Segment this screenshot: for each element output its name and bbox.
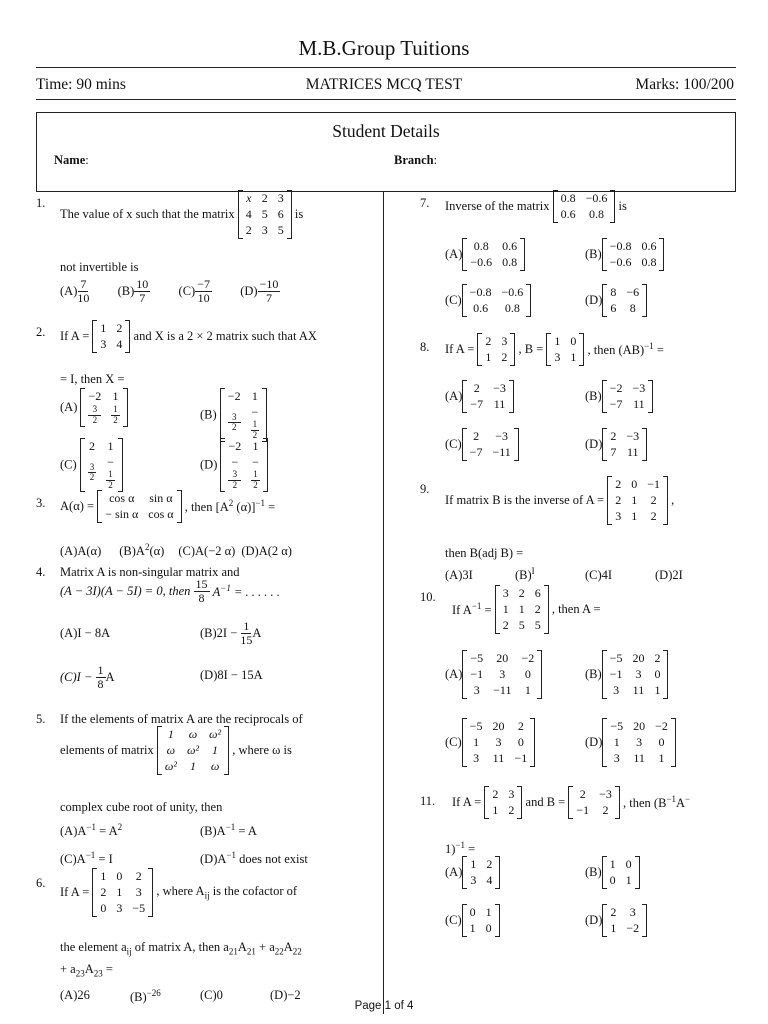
matrix-cell: 0.8 bbox=[641, 255, 657, 269]
matrix-cell: 1 bbox=[631, 509, 638, 523]
matrix-cell: 0.6 bbox=[560, 207, 576, 221]
matrix-cell: 3 bbox=[470, 873, 477, 887]
matrix-cell: 5 bbox=[518, 618, 525, 632]
matrix-cell: 3 bbox=[495, 735, 502, 749]
matrix-cell: 0 bbox=[524, 667, 531, 681]
matrix-cell: 0.8 bbox=[473, 239, 489, 253]
matrix-cell: 0.6 bbox=[473, 301, 489, 315]
matrix-cell: 2 bbox=[615, 477, 622, 491]
q7-option-a: (A) 0.8 0.6 −0.6 0.8 bbox=[445, 238, 525, 271]
matrix-cell: 1 bbox=[469, 921, 476, 935]
page-title: M.B.Group Tuitions bbox=[298, 36, 470, 60]
matrix-cell: cos α bbox=[109, 491, 135, 505]
q9-number: 9. bbox=[420, 482, 430, 496]
matrix-cell: 2 bbox=[502, 618, 509, 632]
q6-number: 6. bbox=[36, 876, 46, 890]
matrix-cell: x bbox=[246, 191, 252, 205]
q5-line3: complex cube root of unity, then bbox=[60, 800, 223, 814]
matrix bbox=[477, 333, 515, 366]
matrix-cell: −5 bbox=[609, 651, 623, 665]
matrix-cell: −0.8 bbox=[469, 285, 492, 299]
q7-option-b: (B) −0.8 0.6 −0.6 0.8 bbox=[585, 238, 664, 271]
matrix-cell: 3 bbox=[135, 885, 142, 899]
matrix bbox=[602, 718, 676, 767]
matrix-cell: −5 bbox=[469, 719, 483, 733]
matrix bbox=[462, 380, 514, 413]
matrix-cell: 2 bbox=[615, 493, 622, 507]
q11-line2: 1)$^{-1}$ = bbox=[445, 840, 476, 857]
q3-options bbox=[60, 542, 292, 559]
matrix-cell: −0.6 bbox=[501, 285, 524, 299]
matrix-cell: 1 bbox=[524, 683, 531, 697]
matrix-cell: −3 bbox=[493, 381, 506, 395]
matrix bbox=[462, 238, 525, 271]
matrix-cell: 1 bbox=[485, 350, 492, 364]
q8-option-b: (B) −2 −3 −7 11 bbox=[585, 380, 653, 413]
matrix-cell: 3 bbox=[116, 901, 123, 915]
matrix-cell: 3 bbox=[613, 751, 620, 765]
fraction: $\frac{-10}{7}$ bbox=[259, 277, 279, 306]
q6-matrix bbox=[92, 868, 153, 917]
matrix-cell: 0.8 bbox=[589, 207, 604, 221]
matrix-cell: 2 bbox=[610, 905, 617, 919]
matrix-cell: −1 bbox=[609, 667, 623, 681]
matrix-cell: −3 bbox=[599, 787, 612, 801]
matrix-cell: 4 bbox=[245, 207, 252, 221]
matrix-cell: 1 bbox=[625, 873, 632, 887]
test-name: MATRICES MCQ TEST bbox=[305, 76, 463, 93]
matrix-cell: 2 bbox=[654, 651, 661, 665]
q9-line2: then B(adj B) = bbox=[445, 546, 524, 560]
matrix-cell: 0 bbox=[485, 921, 492, 935]
q11-option-c: (C) 0 1 1 0 bbox=[445, 904, 500, 937]
q8-option-c: (C) 2 −3 −7 −11 bbox=[445, 428, 519, 461]
q6-option-a: (A)26 bbox=[60, 988, 90, 1002]
matrix-cell: 6 bbox=[277, 207, 284, 221]
matrix-cell: 2 bbox=[602, 803, 609, 817]
q4-option-d: (D)8I − 15A bbox=[200, 668, 263, 682]
matrix-cell: 11 bbox=[633, 397, 645, 411]
q8-option-d: (D) 2 −3 7 11 bbox=[585, 428, 647, 461]
q6-line2: the element $a_{ij}$ of matrix A, then $a_{21}A_{21} + a_{22}A_{22}$ bbox=[60, 940, 302, 957]
q2-number: 2. bbox=[36, 325, 46, 339]
matrix bbox=[568, 786, 620, 819]
matrix-cell: 0 bbox=[609, 873, 616, 887]
matrix-cell: 3 bbox=[629, 905, 636, 919]
q8-number: 8. bbox=[420, 340, 430, 354]
matrix-cell: 3 bbox=[635, 667, 642, 681]
q10-number: 10. bbox=[420, 590, 436, 604]
q11-option-b: (B) 1 0 0 1 bbox=[585, 856, 640, 889]
matrix-cell: 1 bbox=[189, 759, 196, 773]
fraction: $\frac{1}{8}$ bbox=[97, 663, 104, 692]
q7-stem: Inverse of the matrix 0.8 −0.6 0.6 0.8 is bbox=[445, 191, 627, 221]
matrix-cell: sin α bbox=[149, 491, 173, 505]
matrix-cell: 1 bbox=[570, 350, 577, 364]
q2-stem-cont: = I, then X = bbox=[60, 372, 125, 386]
matrix-cell: 20 bbox=[492, 719, 505, 733]
q3-matrix bbox=[97, 490, 181, 523]
matrix-cell: 11 bbox=[632, 683, 645, 697]
q10-option-d: (D) −5 20 −2 1 3 0 3 11 1 bbox=[585, 718, 676, 767]
matrix-cell: cos α bbox=[148, 507, 174, 521]
q3-option-b: $(B)A^2(\alpha)$ bbox=[119, 542, 165, 559]
q9-option-a: (A)3I bbox=[445, 568, 473, 582]
matrix-cell: 1 bbox=[613, 735, 620, 749]
matrix-cell: 3 bbox=[613, 683, 620, 697]
matrix bbox=[462, 718, 536, 767]
matrix-cell: 0 bbox=[517, 735, 524, 749]
matrix-cell: −2 bbox=[609, 381, 623, 395]
matrix-cell: 3 bbox=[554, 350, 561, 364]
q1-number: 1. bbox=[36, 196, 46, 210]
matrix-cell: 3 bbox=[473, 751, 480, 765]
q5-option-a: $(A)A^{-1} = A^2$ bbox=[60, 822, 123, 839]
matrix-cell: 3 bbox=[615, 509, 622, 523]
matrix-cell: 3 bbox=[261, 223, 268, 237]
q1-option-a: (A) $\frac{7}{10}$ bbox=[60, 277, 90, 306]
matrix-cell: 2 bbox=[116, 321, 123, 335]
matrix bbox=[602, 856, 640, 889]
q5-line2: elements of matrix 1 ω ω² ω ω² 1 ω² 1 ω , where ω is bbox=[60, 727, 292, 773]
matrix-cell: −3 bbox=[626, 429, 640, 443]
matrix-cell: ω² bbox=[186, 743, 200, 757]
q4-option-b: (B)2I − $\frac{1}{15}$ A bbox=[200, 619, 262, 648]
matrix-cell: 2 bbox=[508, 803, 515, 817]
matrix-cell: 2 bbox=[517, 719, 524, 733]
matrix-cell: 1 bbox=[658, 751, 665, 765]
q2-stem: If A = 1 2 3 4 and X is a 2 × 2 matrix such that AX bbox=[60, 321, 317, 351]
matrix bbox=[484, 786, 522, 819]
matrix-cell: 0.6 bbox=[641, 239, 657, 253]
q7-option-d: (D) 8 −6 6 8 bbox=[585, 284, 647, 317]
q7-option-c: (C) −0.8 −0.6 0.6 0.8 bbox=[445, 284, 531, 317]
header-rule-2 bbox=[36, 99, 736, 100]
matrix-cell: −2 bbox=[626, 921, 640, 935]
q7-number: 7. bbox=[420, 196, 430, 210]
matrix-cell: 2 bbox=[485, 334, 492, 348]
matrix-cell: −5 bbox=[470, 651, 484, 665]
q1-option-b: (B) $\frac{10}{7}$ bbox=[117, 277, 149, 306]
q4-number: 4. bbox=[36, 565, 46, 579]
matrix-cell: 2 bbox=[473, 381, 480, 395]
marks-label: Marks: 100/200 bbox=[635, 76, 734, 93]
matrix-cell: 0.8 bbox=[502, 255, 518, 269]
fraction: $\frac{-7}{10}$ bbox=[197, 277, 210, 306]
q2-option-b: (B) −2 1 3 2 − 1 2 bbox=[200, 388, 267, 442]
column-divider bbox=[383, 192, 384, 1014]
fraction: $\frac{10}{7}$ bbox=[136, 277, 149, 306]
matrix-cell: 3 bbox=[636, 735, 643, 749]
matrix-cell: −1 bbox=[576, 803, 590, 817]
matrix-cell: −1 bbox=[470, 667, 484, 681]
matrix-cell: 3 bbox=[100, 337, 107, 351]
fraction: $\frac{1}{15}$ bbox=[240, 619, 253, 648]
q3-option-d: (D)A(2 α) bbox=[241, 544, 292, 559]
matrix-cell: −1 bbox=[647, 477, 661, 491]
matrix-cell: 5 bbox=[277, 223, 284, 237]
matrix-cell: −7 bbox=[470, 397, 484, 411]
q11-option-a: (A) 1 2 3 4 bbox=[445, 856, 500, 889]
q4-line1: Matrix A is non-singular matrix and bbox=[60, 565, 240, 579]
q3-number: 3. bbox=[36, 496, 46, 510]
q11-number: 11. bbox=[420, 794, 436, 808]
matrix-cell: −7 bbox=[469, 445, 483, 459]
q6-option-b: $(B)^{-26}$ bbox=[130, 988, 161, 1005]
fraction: $\frac{7}{10}$ bbox=[77, 277, 90, 306]
matrix-cell: ω² bbox=[164, 759, 177, 773]
q1-stem: The value of x such that the matrix x 2 3 4 5 6 2 3 5 is bbox=[60, 191, 304, 237]
matrix-cell: 1 bbox=[631, 493, 638, 507]
matrix bbox=[602, 904, 647, 937]
fraction: $\frac{15}{8}$ bbox=[195, 577, 208, 606]
matrix-cell: 2 bbox=[486, 857, 493, 871]
matrix-cell: 0 bbox=[570, 334, 577, 348]
matrix-cell: 5 bbox=[261, 207, 268, 221]
matrix-cell: 3 bbox=[473, 683, 480, 697]
matrix-cell: 1 bbox=[100, 321, 107, 335]
matrix-cell: 3 bbox=[501, 334, 508, 348]
q2-matrix bbox=[92, 320, 130, 353]
matrix-cell: 0.8 bbox=[560, 191, 576, 205]
matrix-cell: 1 bbox=[212, 743, 219, 757]
q11-option-d: (D) 2 3 1 −2 bbox=[585, 904, 647, 937]
matrix-cell: 1 bbox=[610, 921, 617, 935]
q3-stem: A(α) = cos α sin α − sin α cos α , then [$A^2$ (α)]$^{-1}$ = bbox=[60, 491, 276, 521]
q11-stem: If A = 2 3 1 2 and B = 2 −3 −1 2 , then ($B^{-1}A^-$ bbox=[452, 787, 691, 817]
q9-option-b: $(B)^I$ bbox=[515, 566, 535, 583]
matrix-cell: 1 bbox=[167, 727, 174, 741]
matrix-cell: −3 bbox=[495, 429, 508, 443]
q6-option-c: (C)0 bbox=[200, 988, 223, 1002]
matrix-cell: 2 bbox=[650, 509, 657, 523]
q8-option-a: (A) 2 −3 −7 11 bbox=[445, 380, 514, 413]
matrix-cell: 1 bbox=[473, 735, 480, 749]
q3-option-c: (C)A(−2 α) bbox=[178, 544, 236, 559]
matrix-cell: 1 bbox=[470, 857, 477, 871]
q2-option-d: (D) −2 1 − 3 2 − 1 2 bbox=[200, 438, 268, 492]
matrix-cell: 0 bbox=[654, 667, 661, 681]
matrix bbox=[602, 238, 665, 271]
matrix-cell: −11 bbox=[493, 683, 512, 697]
q9-option-d: (D)2I bbox=[655, 568, 683, 582]
q5-option-d: $(D)A^{-1}$ does not exist bbox=[200, 850, 308, 867]
matrix bbox=[495, 585, 549, 634]
matrix-cell: 0 bbox=[658, 735, 665, 749]
q9-option-c: (C)4I bbox=[585, 568, 613, 582]
matrix-cell: 0.8 bbox=[504, 301, 520, 315]
page-footer: Page 1 of 4 bbox=[354, 1000, 414, 1012]
matrix bbox=[462, 284, 532, 317]
q6-line3: + $a_{23}A_{23}$ = bbox=[60, 962, 113, 979]
matrix-cell: 2 bbox=[501, 350, 508, 364]
matrix-cell: 6 bbox=[610, 301, 617, 315]
matrix-cell: −5 bbox=[610, 719, 624, 733]
matrix-cell: 4 bbox=[116, 337, 123, 351]
matrix bbox=[602, 428, 647, 461]
matrix-cell: 20 bbox=[496, 651, 509, 665]
matrix-cell: 8 bbox=[629, 301, 636, 315]
matrix bbox=[546, 333, 584, 366]
matrix-cell: 6 bbox=[534, 586, 541, 600]
matrix bbox=[602, 650, 669, 699]
matrix-cell: 2 bbox=[261, 191, 268, 205]
matrix-cell: −0.6 bbox=[585, 191, 608, 205]
q8-stem: If A = 2 3 1 2 , B = 1 0 3 1 , then (AB)$^{-1}$ = bbox=[445, 334, 664, 364]
q1-matrix bbox=[238, 190, 292, 239]
matrix-cell: −2 bbox=[521, 651, 535, 665]
header-rule bbox=[36, 67, 736, 68]
matrix bbox=[462, 856, 500, 889]
matrix-cell: −3 bbox=[632, 381, 646, 395]
matrix bbox=[602, 284, 647, 317]
matrix-cell: 0 bbox=[469, 905, 476, 919]
q1-option-c: (C) $\frac{-7}{10}$ bbox=[178, 277, 210, 306]
q3-option-a: (A)A(α) bbox=[60, 544, 102, 559]
matrix-cell: 20 bbox=[632, 651, 645, 665]
matrix-cell: 1 bbox=[518, 602, 525, 616]
matrix-cell: 2 bbox=[100, 885, 107, 899]
q2-option-a: (A) −2 1 3 2 1 2 bbox=[60, 388, 128, 427]
matrix-cell: − sin α bbox=[105, 507, 139, 521]
matrix-cell: ω bbox=[166, 743, 176, 757]
matrix-cell: 1 bbox=[554, 334, 561, 348]
matrix-cell: 5 bbox=[534, 618, 541, 632]
matrix-cell: −5 bbox=[132, 901, 146, 915]
q4-line2: (A − 3I)(A − 5I) = 0, then $\frac{15}{8}$ $A^{-1}$ = . . . . . . bbox=[60, 577, 280, 606]
q9-stem: If matrix B is the inverse of A = 2 0 −1 2 1 2 3 1 2 , bbox=[445, 477, 675, 523]
matrix-cell: 1 bbox=[492, 803, 499, 817]
q6-stem: If A = 1 0 2 2 1 3 0 3 −5 , where $A_{ij}$ is the cofactor of bbox=[60, 869, 298, 915]
q4-option-a: (A)I − 8A bbox=[60, 626, 111, 640]
q1-options bbox=[60, 278, 280, 305]
q1-option-d: (D) $\frac{-10}{7}$ bbox=[240, 277, 279, 306]
matrix-cell: −11 bbox=[492, 445, 511, 459]
matrix-cell: 1 bbox=[485, 905, 492, 919]
q5-number: 5. bbox=[36, 712, 46, 726]
matrix bbox=[462, 904, 500, 937]
matrix-cell: 0 bbox=[116, 869, 123, 883]
q10-option-c: (C) −5 20 2 1 3 0 3 11 −1 bbox=[445, 718, 535, 767]
q5-option-b: $(B)A^{-1} = A$ bbox=[200, 822, 257, 839]
matrix-cell: 11 bbox=[633, 751, 645, 765]
student-details-heading: Student Details bbox=[332, 121, 440, 141]
q6-option-d: (D)−2 bbox=[270, 988, 301, 1002]
matrix-cell: ω bbox=[188, 727, 198, 741]
matrix-cell: 8 bbox=[610, 285, 617, 299]
q5-option-c: $(C)A^{-1} = I$ bbox=[60, 850, 113, 867]
matrix bbox=[602, 380, 654, 413]
q10-option-b: (B) −5 20 2 −1 3 0 3 11 1 bbox=[585, 650, 668, 699]
q10-stem: If $A^{-1}$ = 3 2 6 1 1 2 2 5 5 , then A = bbox=[452, 586, 601, 632]
matrix-cell: −1 bbox=[514, 751, 528, 765]
matrix-cell: 2 bbox=[135, 869, 142, 883]
matrix-cell: −0.6 bbox=[470, 255, 493, 269]
matrix-cell: 3 bbox=[508, 787, 515, 801]
matrix-cell: ω² bbox=[209, 727, 222, 741]
matrix-cell: −2 bbox=[655, 719, 668, 733]
time-label: Time: 90 mins bbox=[36, 76, 126, 93]
matrix-cell: 11 bbox=[626, 445, 639, 459]
matrix-cell: 0 bbox=[100, 901, 107, 915]
matrix-cell: 2 bbox=[518, 586, 525, 600]
matrix bbox=[462, 428, 519, 461]
name-label: Name: bbox=[54, 153, 89, 167]
matrix-cell: 7 bbox=[610, 445, 617, 459]
matrix-cell: 20 bbox=[633, 719, 646, 733]
matrix-cell: −7 bbox=[609, 397, 623, 411]
matrix-cell: 3 bbox=[502, 586, 509, 600]
branch-label: Branch: bbox=[394, 153, 438, 167]
matrix-cell: 2 bbox=[579, 787, 586, 801]
matrix-cell: 3 bbox=[277, 191, 284, 205]
matrix-cell: 2 bbox=[610, 429, 617, 443]
matrix-cell: 2 bbox=[492, 787, 499, 801]
matrix-cell: 1 bbox=[116, 885, 123, 899]
matrix-cell: 2 bbox=[245, 223, 252, 237]
q4-option-c: (C)I − $\frac{1}{8}$ A bbox=[60, 663, 115, 692]
matrix-cell: 11 bbox=[493, 397, 506, 411]
matrix bbox=[607, 476, 668, 525]
matrix-cell: 3 bbox=[499, 667, 506, 681]
matrix-cell: 1 bbox=[609, 857, 616, 871]
q5-matrix bbox=[157, 726, 229, 775]
matrix-cell: 2 bbox=[534, 602, 541, 616]
matrix-cell: 0 bbox=[625, 857, 632, 871]
matrix-cell: ω bbox=[210, 759, 220, 773]
matrix-cell: 11 bbox=[492, 751, 505, 765]
matrix-cell: 1 bbox=[654, 683, 661, 697]
matrix-cell: 1 bbox=[502, 602, 509, 616]
matrix-cell: 2 bbox=[650, 493, 657, 507]
q10-option-a: (A) −5 20 −2 −1 3 0 3 −11 1 bbox=[445, 650, 542, 699]
q1-stem-cont: not invertible is bbox=[60, 260, 139, 274]
matrix-cell: −0.6 bbox=[609, 255, 632, 269]
matrix-cell: 4 bbox=[486, 873, 493, 887]
q7-matrix bbox=[553, 190, 616, 223]
q2-option-c: (C) 2 1 3 2 − 1 2 bbox=[60, 438, 123, 492]
matrix-cell: 1 bbox=[100, 869, 107, 883]
matrix-cell: 2 bbox=[473, 429, 480, 443]
matrix-cell: 0 bbox=[631, 477, 638, 491]
matrix-cell: −6 bbox=[626, 285, 640, 299]
matrix-cell: 0.6 bbox=[502, 239, 518, 253]
matrix bbox=[462, 650, 542, 699]
q5-line1: If the elements of matrix A are the reciprocals of bbox=[60, 712, 303, 726]
matrix-cell: −0.8 bbox=[609, 239, 632, 253]
